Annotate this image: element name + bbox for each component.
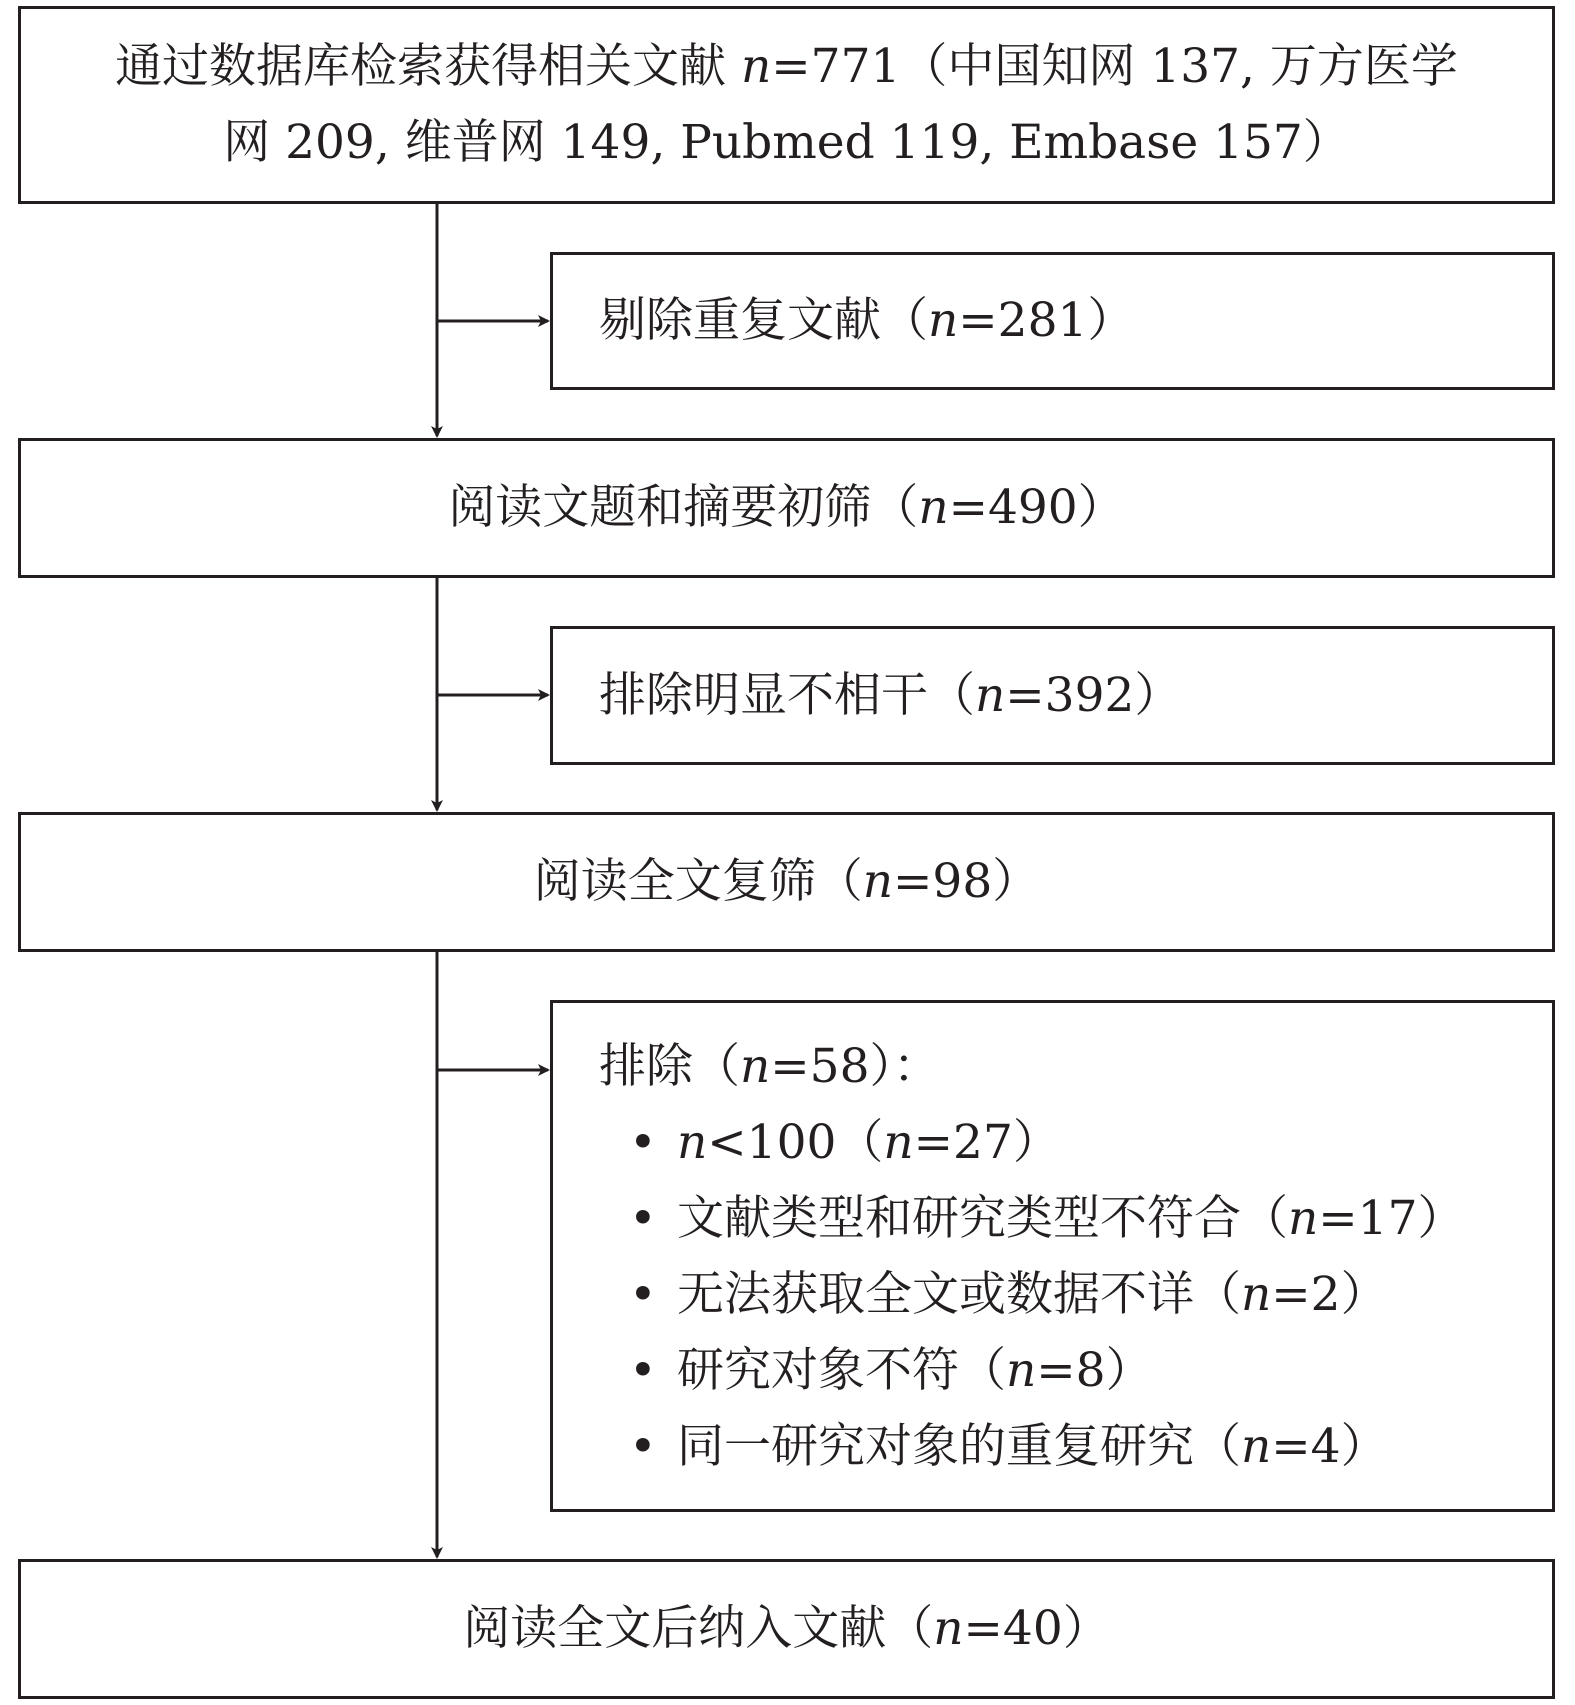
included-label: 阅读全文后纳入文献（n=40）	[463, 1601, 1110, 1656]
exclude-reason-item: • 研究对象不符（n=8）	[629, 1333, 1552, 1409]
exclude-irrelevant-label: 排除明显不相干（n=392）	[599, 667, 1182, 723]
box-title-abstract-screen	[18, 438, 1555, 578]
title-abstract-screen-label: 阅读文题和摘要初筛（n=490）	[448, 480, 1125, 535]
bullet-icon: •	[629, 1267, 657, 1322]
search-line-2: 网 209, 维普网 149, Pubmed 119, Embase 157）	[223, 115, 1350, 170]
bullet-icon: •	[629, 1419, 657, 1474]
exclude-reasons-list	[599, 1105, 1552, 1485]
box-exclude-irrelevant	[550, 626, 1555, 765]
search-line-1: 通过数据库检索获得相关文献 n=771（中国知网 137, 万方医学	[115, 39, 1458, 94]
box-fulltext-screen	[18, 812, 1555, 952]
remove-duplicates-label: 剔除重复文献（n=281）	[599, 293, 1135, 348]
box-remove-duplicates	[550, 252, 1555, 390]
exclude-final-heading: 排除（n=58）：	[599, 1039, 940, 1094]
bullet-icon: •	[629, 1343, 657, 1398]
bullet-icon: •	[629, 1115, 657, 1170]
exclude-reason-item: • 同一研究对象的重复研究（n=4）	[629, 1409, 1552, 1485]
exclude-reason-item: • 文献类型和研究类型不符合（n=17）	[629, 1181, 1552, 1257]
box-exclude-final	[550, 1000, 1555, 1512]
fulltext-screen-label: 阅读全文复筛（n=98）	[533, 854, 1040, 909]
bullet-icon: •	[629, 1191, 657, 1246]
exclude-reason-item: • 无法获取全文或数据不详（n=2）	[629, 1257, 1552, 1333]
box-included	[18, 1559, 1555, 1699]
box-search	[18, 6, 1555, 204]
exclude-reason-item: • n<100（n=27）	[629, 1105, 1552, 1181]
search-label	[115, 29, 1458, 181]
